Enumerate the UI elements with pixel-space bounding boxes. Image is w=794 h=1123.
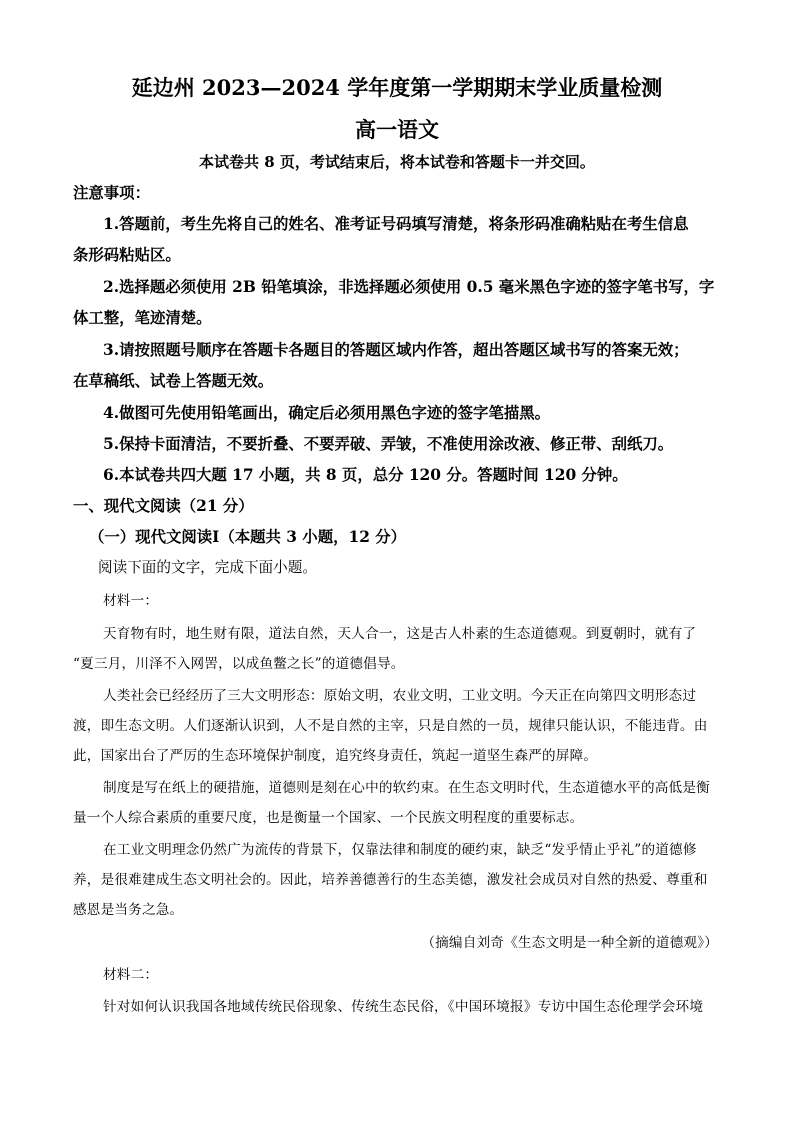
material-1-source: （摘编自刘奇《生态文明是一种全新的道德观》）: [421, 935, 718, 951]
notice-heading: 注意事项：: [73, 184, 150, 202]
material-1-p3-line2: 量一个人综合素质的重要尺度，也是衡量一个国家、一个民族文明程度的重要标志。: [73, 810, 584, 826]
material-1-p1-line1: 天育物有时，地生财有限，道法自然，天人合一，这是古人朴素的生态道德观。到夏朝时，就有了: [103, 626, 697, 642]
notice-item-4: 4.做图可先使用铅笔画出，确定后必须用黑色字迹的签字笔描黑。: [103, 404, 551, 422]
section-instruction: 阅读下面的文字，完成下面小题。: [98, 559, 317, 576]
material-1-p2-line1: 人类社会已经经历了三大文明形态：原始文明，农业文明，工业文明。今天正在向第四文明形态过: [103, 688, 697, 704]
section-heading: 一、现代文阅读（21 分）: [73, 497, 254, 515]
material-1-p4-line2: 养，是很难建成生态文明社会的。因此，培养善德善行的生态美德，激发社会成员对自然的热爱、尊重和: [73, 872, 708, 888]
notice-item-1-line2: 条形码粘贴区。: [73, 246, 181, 264]
notice-item-2-line1: 2.选择题必须使用 2B 铅笔填涂，非选择题必须使用 0.5 毫米黑色字迹的签字笔书写，字: [103, 278, 715, 296]
material-1-label: 材料一：: [103, 593, 159, 609]
material-1-p2-line3: 此，国家出台了严厉的生态环境保护制度，追究终身责任，筑起一道坚生森严的屏障。: [73, 748, 598, 764]
section-subheading: （一）现代文阅读Ⅰ（本题共 3 小题，12 分）: [89, 528, 407, 546]
notice-item-1-line1: 1.答题前，考生先将自己的姓名、准考证号码填写清楚，将条形码准确粘贴在考生信息: [103, 215, 689, 233]
notice-item-5: 5.保持卡面清洁，不要折叠、不要弄破、弄皱，不准使用涂改液、修正带、刮纸刀。: [103, 435, 674, 453]
material-2-p1-line1: 针对如何认识我国各地域传统民俗现象、传统生态民俗，《中国环境报》专访中国生态伦理学会环境: [103, 999, 704, 1015]
material-1-p2-line2: 渡，即生态文明。人们逐渐认识到，人不是自然的主宰，只是自然的一员，规律只能认识，不能违背。由: [73, 718, 708, 734]
notice-item-3-line1: 3.请按照题号顺序在答题卡各题目的答题区域内作答，超出答题区域书写的答案无效；: [103, 341, 689, 359]
exam-subject: 高一语文: [355, 117, 439, 142]
material-1-p1-line2: “夏三月，川泽不入网罟，以成鱼鳖之长”的道德倡导。: [73, 656, 405, 672]
material-1-p4-line3: 感恩是当务之急。: [73, 902, 184, 918]
material-1-p3-line1: 制度是写在纸上的硬措施，道德则是刻在心中的软约束。在生态文明时代，生态道德水平的高低是衡: [103, 780, 710, 796]
material-1-p4-line1: 在工业文明理念仍然广为流传的背景下，仅靠法律和制度的硬约束，缺乏“发乎情止乎礼”的道德修: [103, 842, 697, 858]
notice-item-3-line2: 在草稿纸、试卷上答题无效。: [73, 372, 274, 390]
exam-title: 延边州 2023—2024 学年度第一学期期末学业质量检测: [131, 75, 663, 100]
exam-intro: 本试卷共 8 页，考试结束后，将本试卷和答题卡一并交回。: [199, 153, 595, 171]
material-2-label: 材料二：: [103, 967, 159, 983]
notice-item-6: 6.本试卷共四大题 17 小题，共 8 页，总分 120 分。答题时间 120 分钟。: [103, 466, 628, 484]
notice-item-2-line2: 体工整，笔迹清楚。: [73, 309, 212, 327]
